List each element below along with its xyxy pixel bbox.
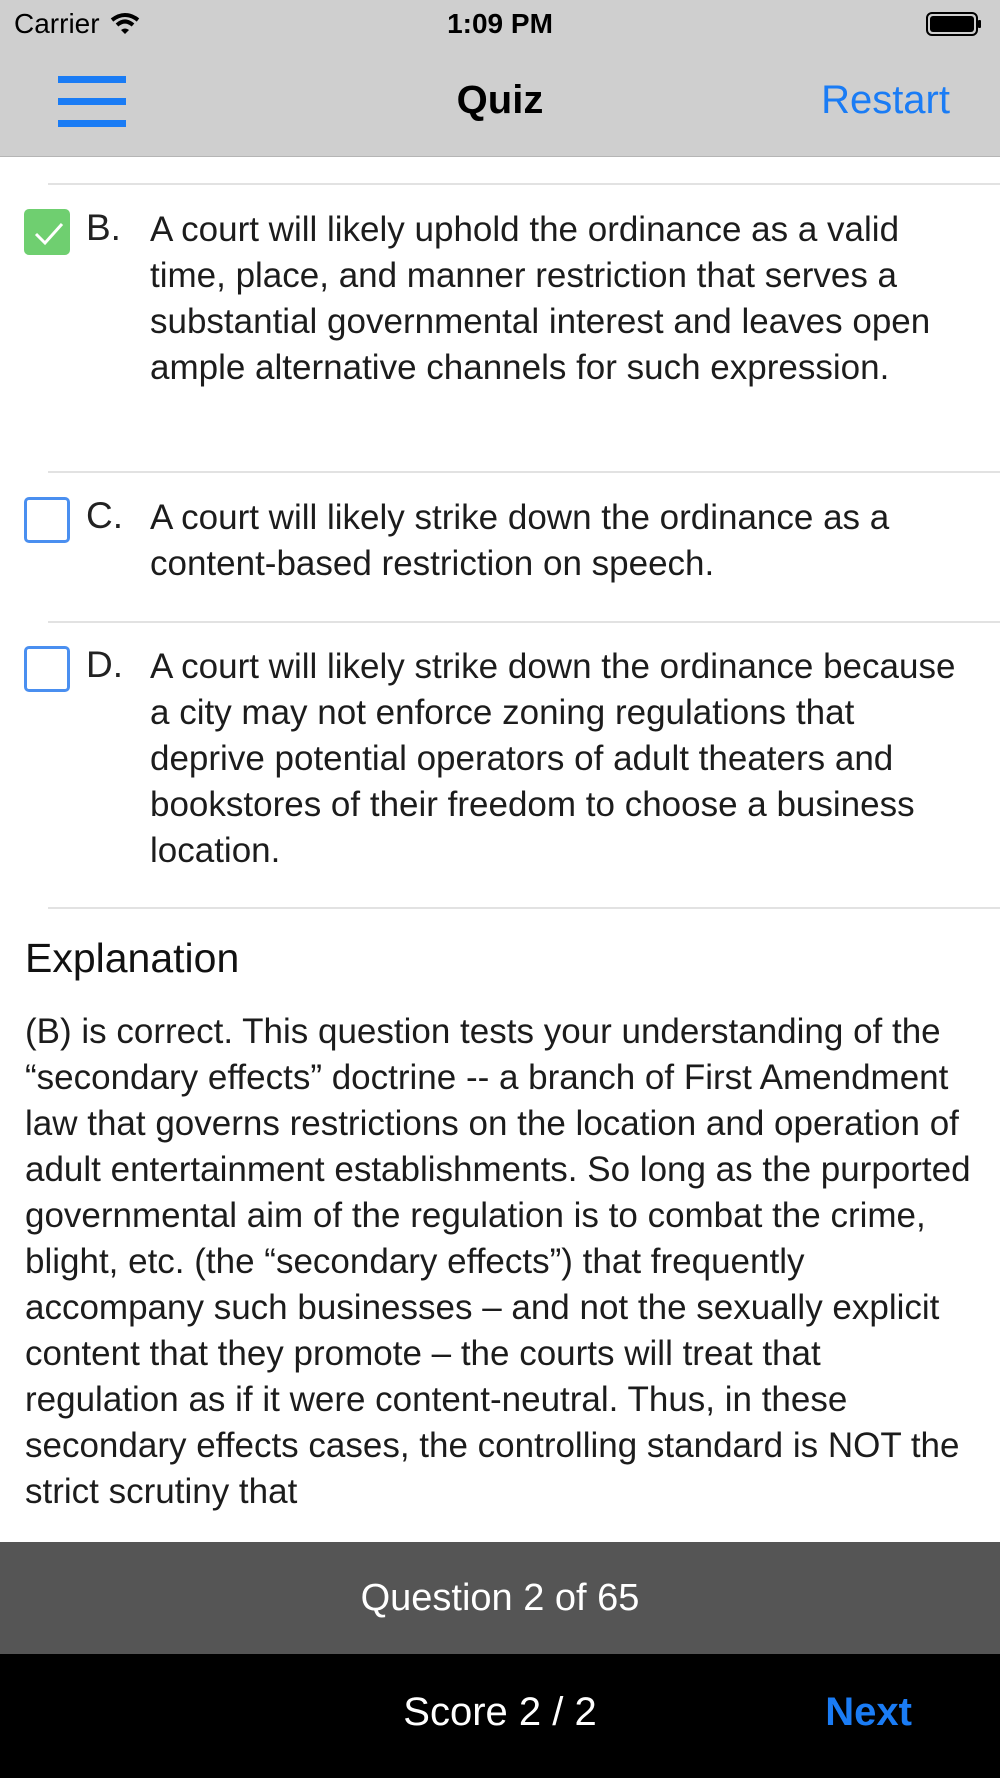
navigation-bar (0, 52, 1000, 157)
option-text: A court will likely strike down the ordinance as a content-based restriction on speech. (150, 498, 890, 583)
divider (48, 183, 1000, 185)
carrier-label: Carrier (14, 8, 100, 39)
checkbox-checked-icon[interactable] (24, 209, 70, 255)
score-label: Score 2 / 2 (403, 1690, 597, 1734)
option-text: A court will likely uphold the ordinance as a valid time, place, and manner restriction that serves a substantial governmental interest and leaves open ample alternative channels for such expression. (150, 210, 931, 387)
status-bar (0, 0, 1000, 52)
divider (48, 621, 1000, 623)
divider (48, 471, 1000, 473)
status-time: 1:09 PM (447, 8, 553, 39)
checkbox-icon[interactable] (24, 646, 70, 692)
option-letter: C. (86, 495, 123, 536)
battery-icon (926, 12, 982, 36)
page-title: Quiz (456, 78, 544, 122)
option-letter: D. (86, 644, 123, 685)
restart-button[interactable]: Restart (821, 78, 950, 122)
divider (48, 907, 1000, 909)
explanation-text: (B) is correct. This question tests your understanding of the “secondary effects” doctrine -- a branch of First Amendment law that governs restrictions on the location and operation of adult entertainment establishments. So long as the purported governmental aim of the regulation is to combat the crime, blight, etc. (the “secondary effects”) that frequently accompany such businesses – and not the sexually explicit content that they promote – the courts will treat that regulation as if it were content-neutral. Thus, in these secondary effects cases, the controlling standard is NOT the strict scrutiny that (25, 1012, 971, 1511)
explanation-heading: Explanation (25, 935, 240, 981)
checkmark-icon (33, 220, 65, 248)
next-button[interactable]: Next (825, 1690, 912, 1734)
question-progress: Question 2 of 65 (0, 1542, 1000, 1654)
option-text: A court will likely strike down the ordinance because a city may not enforce zoning regulations that deprive potential operators of adult theaters and bookstores of their freedom to choose a business location. (150, 647, 956, 870)
bottom-toolbar (0, 1654, 1000, 1778)
checkbox-icon[interactable] (24, 497, 70, 543)
option-letter: B. (86, 207, 121, 248)
quiz-content[interactable] (0, 157, 1000, 1542)
